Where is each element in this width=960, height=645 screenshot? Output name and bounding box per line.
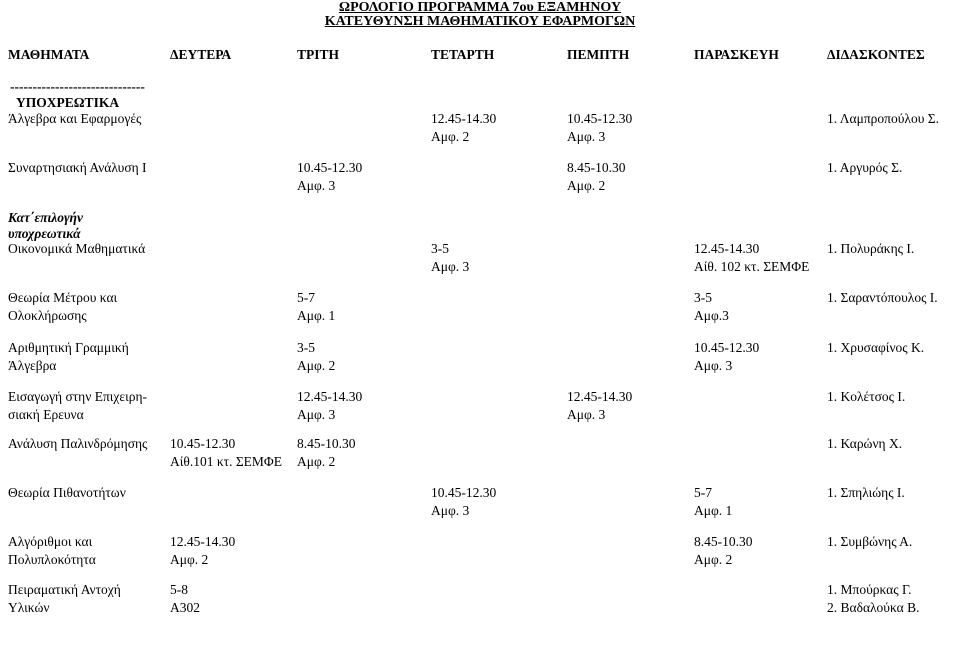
tuesday-cell-line: Αμφ. 3 bbox=[297, 407, 336, 422]
wednesday-cell-line: Αμφ. 3 bbox=[431, 259, 470, 274]
wednesday-cell-line: 12.45-14.30 bbox=[431, 111, 497, 126]
tuesday-cell-line: Αμφ. 1 bbox=[297, 308, 336, 323]
course-name-line: σιακή Ερευνα bbox=[8, 407, 84, 422]
friday-cell-line: Αμφ. 3 bbox=[694, 358, 733, 373]
teacher-name-line: 1. Συμβώνης Α. bbox=[827, 534, 913, 549]
friday-cell-line: Αμφ. 2 bbox=[694, 552, 733, 567]
header-courses: ΜΑΘΗΜΑΤΑ bbox=[8, 47, 90, 62]
teacher-name-line: 1. Πολυράκης Ι. bbox=[827, 241, 915, 256]
header-wednesday: ΤΕΤΑΡΤΗ bbox=[431, 47, 495, 62]
teacher-name-line: 1. Κολέτσος Ι. bbox=[827, 389, 906, 404]
header-monday: ΔΕΥΤΕΡΑ bbox=[170, 47, 232, 62]
wednesday-cell-line: 10.45-12.30 bbox=[431, 485, 497, 500]
schedule-title-line2: ΚΑΤΕΥΘΥΝΣΗ ΜΑΘΗΜΑΤΙΚΟΥ ΕΦΑΡΜΟΓΩΝ bbox=[324, 14, 636, 29]
monday-cell-line: Αίθ.101 κτ. ΣΕΜΦΕ bbox=[170, 454, 283, 469]
header-thursday: ΠΕΜΠΤΗ bbox=[567, 47, 630, 62]
teacher-name-line: 1. Λαμπροπούλου Σ. bbox=[827, 111, 939, 126]
tuesday-cell-line: 3-5 bbox=[297, 340, 315, 355]
course-name-line: Ολοκλήρωσης bbox=[8, 308, 87, 323]
monday-cell-line: 5-8 bbox=[170, 582, 188, 597]
header-friday: ΠΑΡΑΣΚΕΥΗ bbox=[694, 47, 779, 62]
course-name-line: Άλγεβρα bbox=[8, 358, 57, 373]
thursday-cell-line: 8.45-10.30 bbox=[567, 160, 626, 175]
course-name-line: Υλικών bbox=[8, 600, 50, 615]
friday-cell-line: Αμφ.3 bbox=[694, 308, 729, 323]
monday-cell-line: Α302 bbox=[170, 600, 200, 615]
teacher-name-line: 1. Σπηλιώης Ι. bbox=[827, 485, 905, 500]
course-name-line: Πειραματική Αντοχή bbox=[8, 582, 121, 597]
friday-cell-line: Αίθ. 102 κτ. ΣΕΜΦΕ bbox=[694, 259, 810, 274]
teacher-name-line: 2. Βαδαλούκα Β. bbox=[827, 600, 920, 615]
tuesday-cell-line: 12.45-14.30 bbox=[297, 389, 363, 404]
schedule-title-line1: ΩΡΟΛΟΓΙΟ ΠΡΟΓΡΑΜΜΑ 7ου ΕΞΑΜΗΝΟΥ bbox=[338, 0, 622, 15]
friday-cell-line: 8.45-10.30 bbox=[694, 534, 753, 549]
teacher-name-line: 1. Μπούρκας Γ. bbox=[827, 582, 912, 597]
tuesday-cell-line: 8.45-10.30 bbox=[297, 436, 356, 451]
course-name-line: Οικονομικά Μαθηματικά bbox=[8, 241, 146, 256]
header-teachers: ΔΙΔΑΣΚΟΝΤΕΣ bbox=[827, 47, 925, 62]
tuesday-cell-line: 5-7 bbox=[297, 290, 315, 305]
section-elective-line2: υποχρεωτικά bbox=[8, 226, 81, 241]
course-name-line: Συναρτησιακή Ανάλυση Ι bbox=[8, 160, 147, 175]
tuesday-cell-line: Αμφ. 3 bbox=[297, 178, 336, 193]
tuesday-cell-line: Αμφ. 2 bbox=[297, 358, 336, 373]
monday-cell-line: 12.45-14.30 bbox=[170, 534, 236, 549]
course-name-line: Θεωρία Μέτρου και bbox=[8, 290, 118, 305]
friday-cell-line: 12.45-14.30 bbox=[694, 241, 760, 256]
course-name-line: Εισαγωγή στην Επιχειρη- bbox=[8, 389, 148, 404]
course-name-line: Αριθμητική Γραμμική bbox=[8, 340, 129, 355]
wednesday-cell-line: 3-5 bbox=[431, 241, 449, 256]
header-tuesday: ΤΡΙΤΗ bbox=[297, 47, 340, 62]
wednesday-cell-line: Αμφ. 2 bbox=[431, 129, 470, 144]
course-name-line: Άλγεβρα και Εφαρμογές bbox=[8, 111, 142, 126]
section-elective-line1: Κατ΄επιλογήν bbox=[8, 210, 83, 225]
tuesday-cell-line: 10.45-12.30 bbox=[297, 160, 363, 175]
course-name-line: Θεωρία Πιθανοτήτων bbox=[8, 485, 126, 500]
teacher-name-line: 1. Καρώνη Χ. bbox=[827, 436, 903, 451]
teacher-name-line: 1. Χρυσαφίνος Κ. bbox=[827, 340, 925, 355]
thursday-cell-line: Αμφ. 3 bbox=[567, 129, 606, 144]
tuesday-cell-line: Αμφ. 2 bbox=[297, 454, 336, 469]
thursday-cell-line: Αμφ. 3 bbox=[567, 407, 606, 422]
friday-cell-line: 5-7 bbox=[694, 485, 712, 500]
teacher-name-line: 1. Αργυρός Σ. bbox=[827, 160, 903, 175]
thursday-cell-line: 10.45-12.30 bbox=[567, 111, 633, 126]
teacher-name-line: 1. Σαραντόπουλος Ι. bbox=[827, 290, 938, 305]
friday-cell-line: 10.45-12.30 bbox=[694, 340, 760, 355]
course-name-line: Αλγόριθμοι και bbox=[8, 534, 93, 549]
section-mandatory: ΥΠΟΧΡΕΩΤΙΚΑ bbox=[16, 95, 120, 110]
monday-cell-line: 10.45-12.30 bbox=[170, 436, 236, 451]
friday-cell-line: Αμφ. 1 bbox=[694, 503, 733, 518]
thursday-cell-line: 12.45-14.30 bbox=[567, 389, 633, 404]
friday-cell-line: 3-5 bbox=[694, 290, 712, 305]
course-name-line: Πολυπλοκότητα bbox=[8, 552, 96, 567]
thursday-cell-line: Αμφ. 2 bbox=[567, 178, 606, 193]
section-divider: ------------------------------ bbox=[10, 79, 145, 94]
course-name-line: Ανάλυση Παλινδρόμησης bbox=[8, 436, 148, 451]
monday-cell-line: Αμφ. 2 bbox=[170, 552, 209, 567]
wednesday-cell-line: Αμφ. 3 bbox=[431, 503, 470, 518]
